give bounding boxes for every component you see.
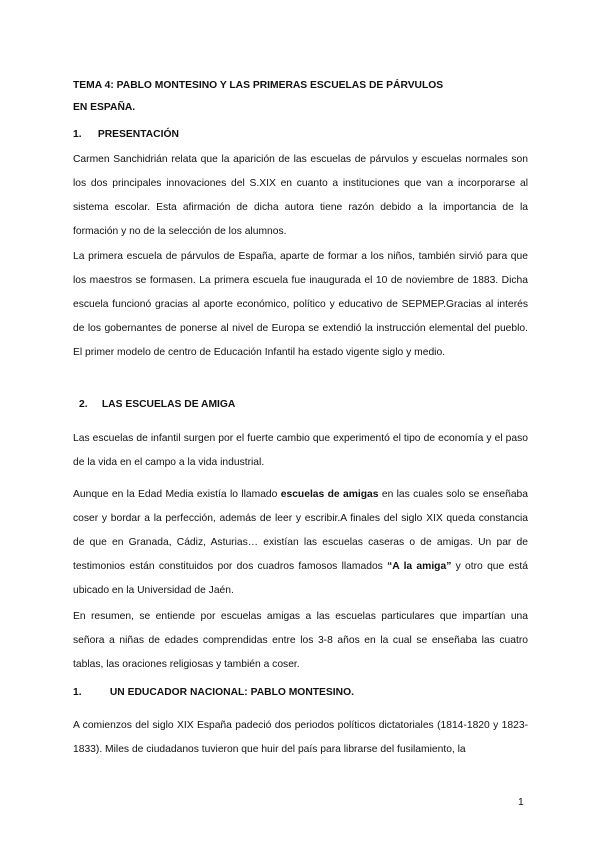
paragraph-text: Aunque en la Edad Media existía lo llamado [73,489,281,500]
paragraph-text: y otro que está ubicado en la Universidad de Jaén. [73,560,528,596]
section-1-title: PRESENTACIÓN [97,129,179,140]
section-3-title: UN EDUCADOR NACIONAL: PABLO MONTESINO. [109,687,354,698]
paragraph-text: en las cuales solo se enseñaba coser y bordar a la perfección, además de leer y escribir.A finales del siglo XIX queda constancia de que en Granada, Cádiz, Asturias… existían las escuelas caseras o de amigas. Un par de testimonios están constituidos por dos cuadros famosos llamados [73,489,528,572]
page-number: 1 [518,797,524,808]
section-2-heading [79,398,235,412]
section-3-heading [73,686,354,700]
section-1-paragraph-2: La primera escuela de párvulos de España, aparte de formar a los niños, también sirvió para que los maestros se formasen. La primera escuela fue inaugurada el 10 de noviembre de 1883. Dicha escuela funcionó gracias al aporte económico, político y educativo de SEPMEP.Gracias al interés de los gobernantes de ponerse al nivel de Europa se extendió la instrucción elemental del pueblo. El primer modelo de centro de Educación Infantil ha estado vigente siglo y medio. [73,251,528,358]
section-2-paragraph-2 [73,483,528,603]
section-2-number: 2. [79,399,88,410]
document-title-line-2: EN ESPAÑA. [73,102,136,113]
bold-term-escuelas-de-amigas: escuelas de amigas [280,489,379,500]
section-2-paragraph-3: En resumen, se entiende por escuelas amigas a las escuelas particulares que impartían una señora a niñas de edades comprendidas entre los 3-8 años en la cual se enseñaba las cuatro tablas, las oraciones religiosas y también a coser. [73,611,528,670]
document-title-line-1: TEMA 4: PABLO MONTESINO Y LAS PRIMERAS ESCUELAS DE PÁRVULOS [73,80,444,91]
section-1-heading [73,128,179,142]
section-2-title: LAS ESCUELAS DE AMIGA [101,399,236,410]
section-3-number: 1. [73,687,82,698]
section-2-paragraph-1: Las escuelas de infantil surgen por el fuerte cambio que experimentó el tipo de economía y el paso de la vida en el campo a la vida industrial. [73,433,528,468]
section-3-paragraph-1: A comienzos del siglo XIX España padeció dos periodos políticos dictatoriales (1814-1820 y 1823-1833). Miles de ciudadanos tuvieron que huir del país para librarse del fusilamiento, la [73,720,528,755]
section-1-paragraph-1: Carmen Sanchidrián relata que la aparición de las escuelas de párvulos y escuelas normales son los dos principales innovaciones del S.XIX en cuanto a instituciones que van a incorporarse al sistema escolar. Esta afirmación de dicha autora tiene razón debido a la importancia de la formación y no de la selección de los alumnos. [73,154,528,237]
section-1-number: 1. [73,129,82,140]
bold-term-a-la-amiga: “A la amiga” [387,560,452,572]
